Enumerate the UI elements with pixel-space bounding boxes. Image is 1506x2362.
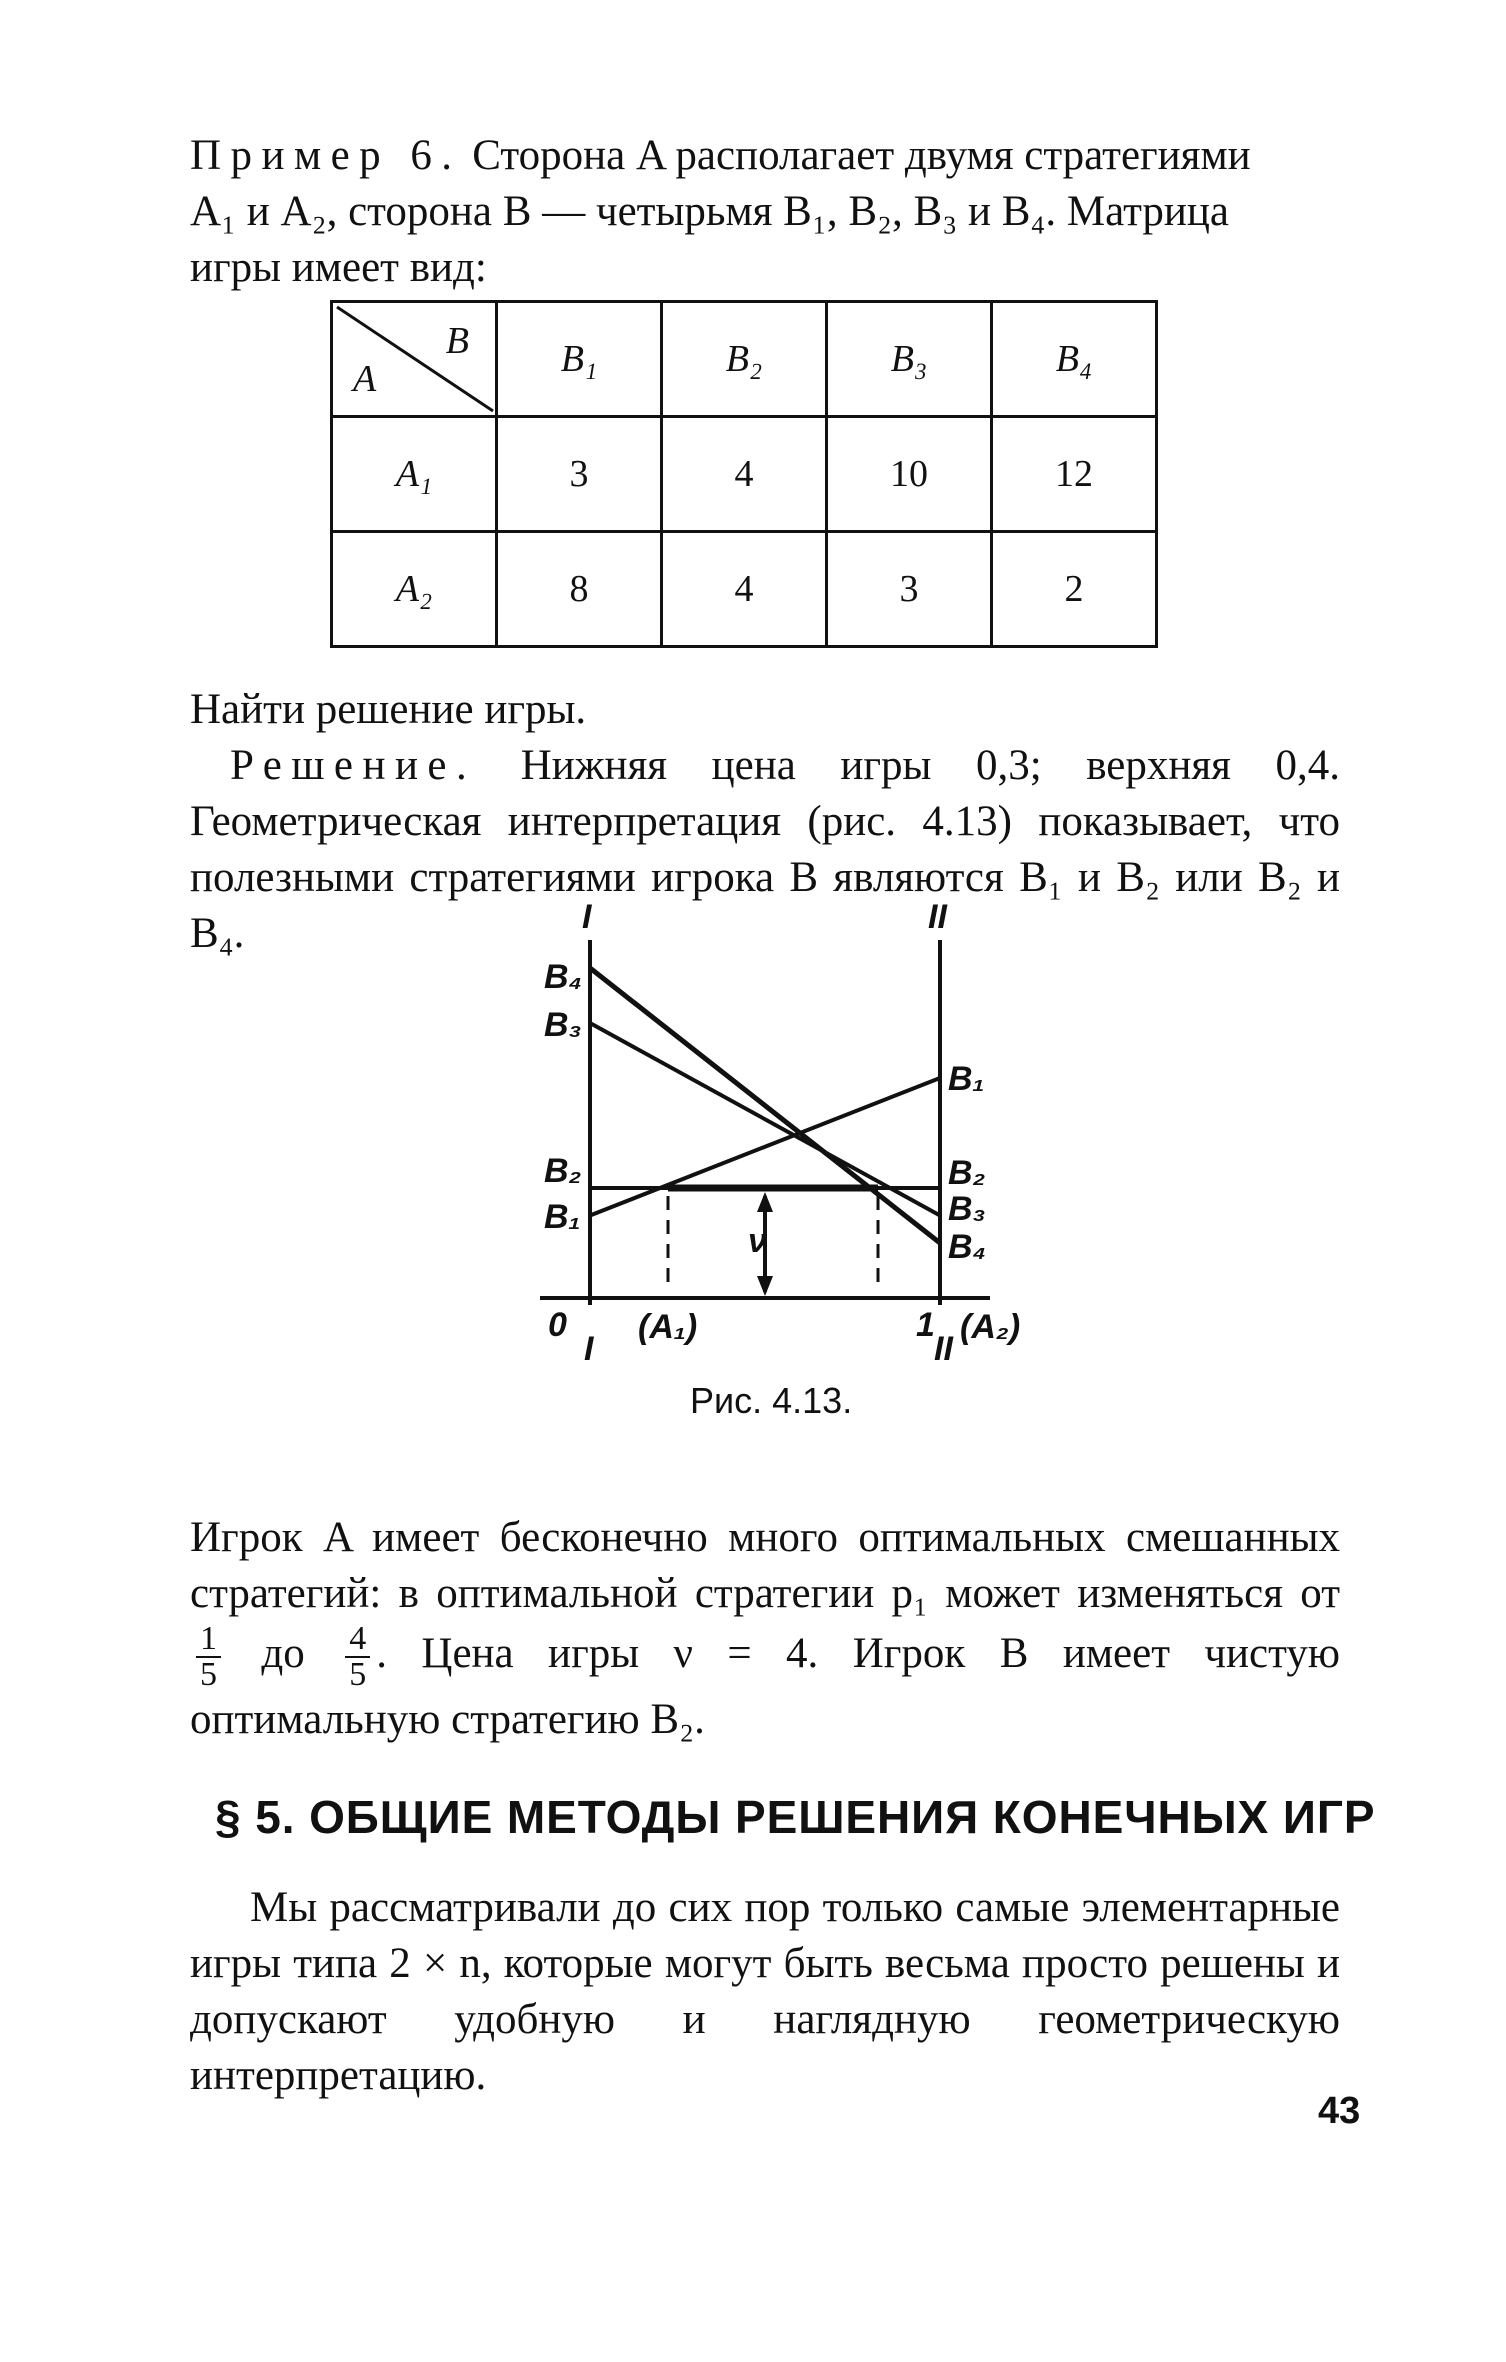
- page-number: 43: [1318, 2090, 1361, 2132]
- column-header: B₃: [827, 302, 992, 417]
- matrix-cell: 3: [497, 417, 662, 532]
- matrix-cell: 3: [827, 532, 992, 647]
- left-label-b2: B₂: [544, 1152, 582, 1190]
- solution-label: Решение.: [230, 742, 477, 789]
- fraction-1-5: [196, 1622, 221, 1692]
- right-label-b4: B₄: [948, 1228, 987, 1266]
- example-paragraph: [190, 128, 1340, 296]
- bottom-axis-ii-label: II: [934, 1330, 953, 1368]
- figure-caption: Рис. 4.13.: [690, 1380, 853, 1421]
- a1-label: (A₁): [638, 1308, 698, 1346]
- nu-arrow-bottom-head: [757, 1276, 773, 1296]
- fraction-4-5: [345, 1622, 370, 1692]
- player-a-paragraph: [190, 1510, 1340, 1748]
- figure-4-13: [520, 900, 1060, 1370]
- corner-a-label: A: [353, 358, 377, 400]
- left-label-b3: B₃: [544, 1006, 582, 1044]
- column-header: B₂: [662, 302, 827, 417]
- left-label-b4: B₄: [544, 958, 583, 996]
- matrix-cell: 10: [827, 417, 992, 532]
- one-label: 1: [916, 1306, 935, 1344]
- row-header: A₂: [332, 532, 497, 647]
- right-label-b1: B₁: [948, 1060, 985, 1098]
- left-label-b1: B₁: [544, 1198, 581, 1236]
- matrix-cell: 4: [662, 532, 827, 647]
- matrix-corner-cell: [332, 302, 497, 417]
- example-line3: игры имеет вид:: [190, 244, 487, 291]
- corner-b-label: B: [445, 320, 469, 362]
- matrix-cell: 8: [497, 532, 662, 647]
- section-paragraph: Мы рассматривали до сих пор только самые элементарные игры типа 2 × n, которые могут быть весьма просто решены и допускают удобную и наглядную геометрическую интерпретацию.: [190, 1884, 1340, 2099]
- matrix-cell: 2: [992, 532, 1157, 647]
- do-word: до: [261, 1629, 305, 1677]
- a2-label: (A₂): [960, 1308, 1021, 1346]
- matrix-row: [332, 532, 1157, 647]
- column-header: B₁: [497, 302, 662, 417]
- nu-arrow-top-head: [757, 1192, 773, 1212]
- matrix-row: [332, 417, 1157, 532]
- game-matrix: [330, 300, 1158, 648]
- task-text: Найти решение игры.: [190, 686, 587, 733]
- nu-label: ν: [748, 1222, 767, 1260]
- example-label: Пример 6.: [190, 132, 462, 179]
- axis-i-label: I: [582, 900, 592, 936]
- fraction-numerator: 4: [345, 1622, 370, 1658]
- player-a-text1: Игрок A имеет бесконечно много оптимальных смешанных стратегий: в оптимальной стратегии p₁ может изменяться от: [190, 1514, 1340, 1617]
- column-header: B₄: [992, 302, 1157, 417]
- bottom-axis-i-label: I: [584, 1330, 594, 1368]
- solution-text: Нижняя цена игры 0,3; верхняя 0,4. Геометрическая интерпретация (рис. 4.13) показывает, что полезными стратегиями игрока B являются B₁ и B₂ или B₂ и B₄.: [190, 742, 1340, 957]
- matrix-cell: 12: [992, 417, 1157, 532]
- fraction-denominator: 5: [349, 1656, 367, 1693]
- matrix-header-row: [332, 302, 1157, 417]
- origin-label: 0: [548, 1306, 567, 1344]
- fraction-denominator: 5: [200, 1656, 217, 1693]
- section-heading: § 5. ОБЩИЕ МЕТОДЫ РЕШЕНИЯ КОНЕЧНЫХ ИГР: [215, 1791, 1376, 1843]
- right-label-b3: B₃: [948, 1190, 986, 1228]
- row-header: A₁: [332, 417, 497, 532]
- example-line2: A₁ и A₂, сторона B — четырьмя B₁, B₂, B₃ и B₄. Матрица: [190, 188, 1230, 235]
- right-label-b2: B₂: [948, 1154, 986, 1192]
- example-line1: Сторона A располагает двумя стратегиями: [472, 132, 1251, 179]
- matrix-cell: 4: [662, 417, 827, 532]
- fraction-numerator: 1: [196, 1622, 221, 1658]
- axis-ii-label: II: [928, 900, 947, 936]
- player-a-text2: . Цена игры ν = 4. Игрок B имеет чистую оптимальную стратегию B₂.: [190, 1629, 1340, 1743]
